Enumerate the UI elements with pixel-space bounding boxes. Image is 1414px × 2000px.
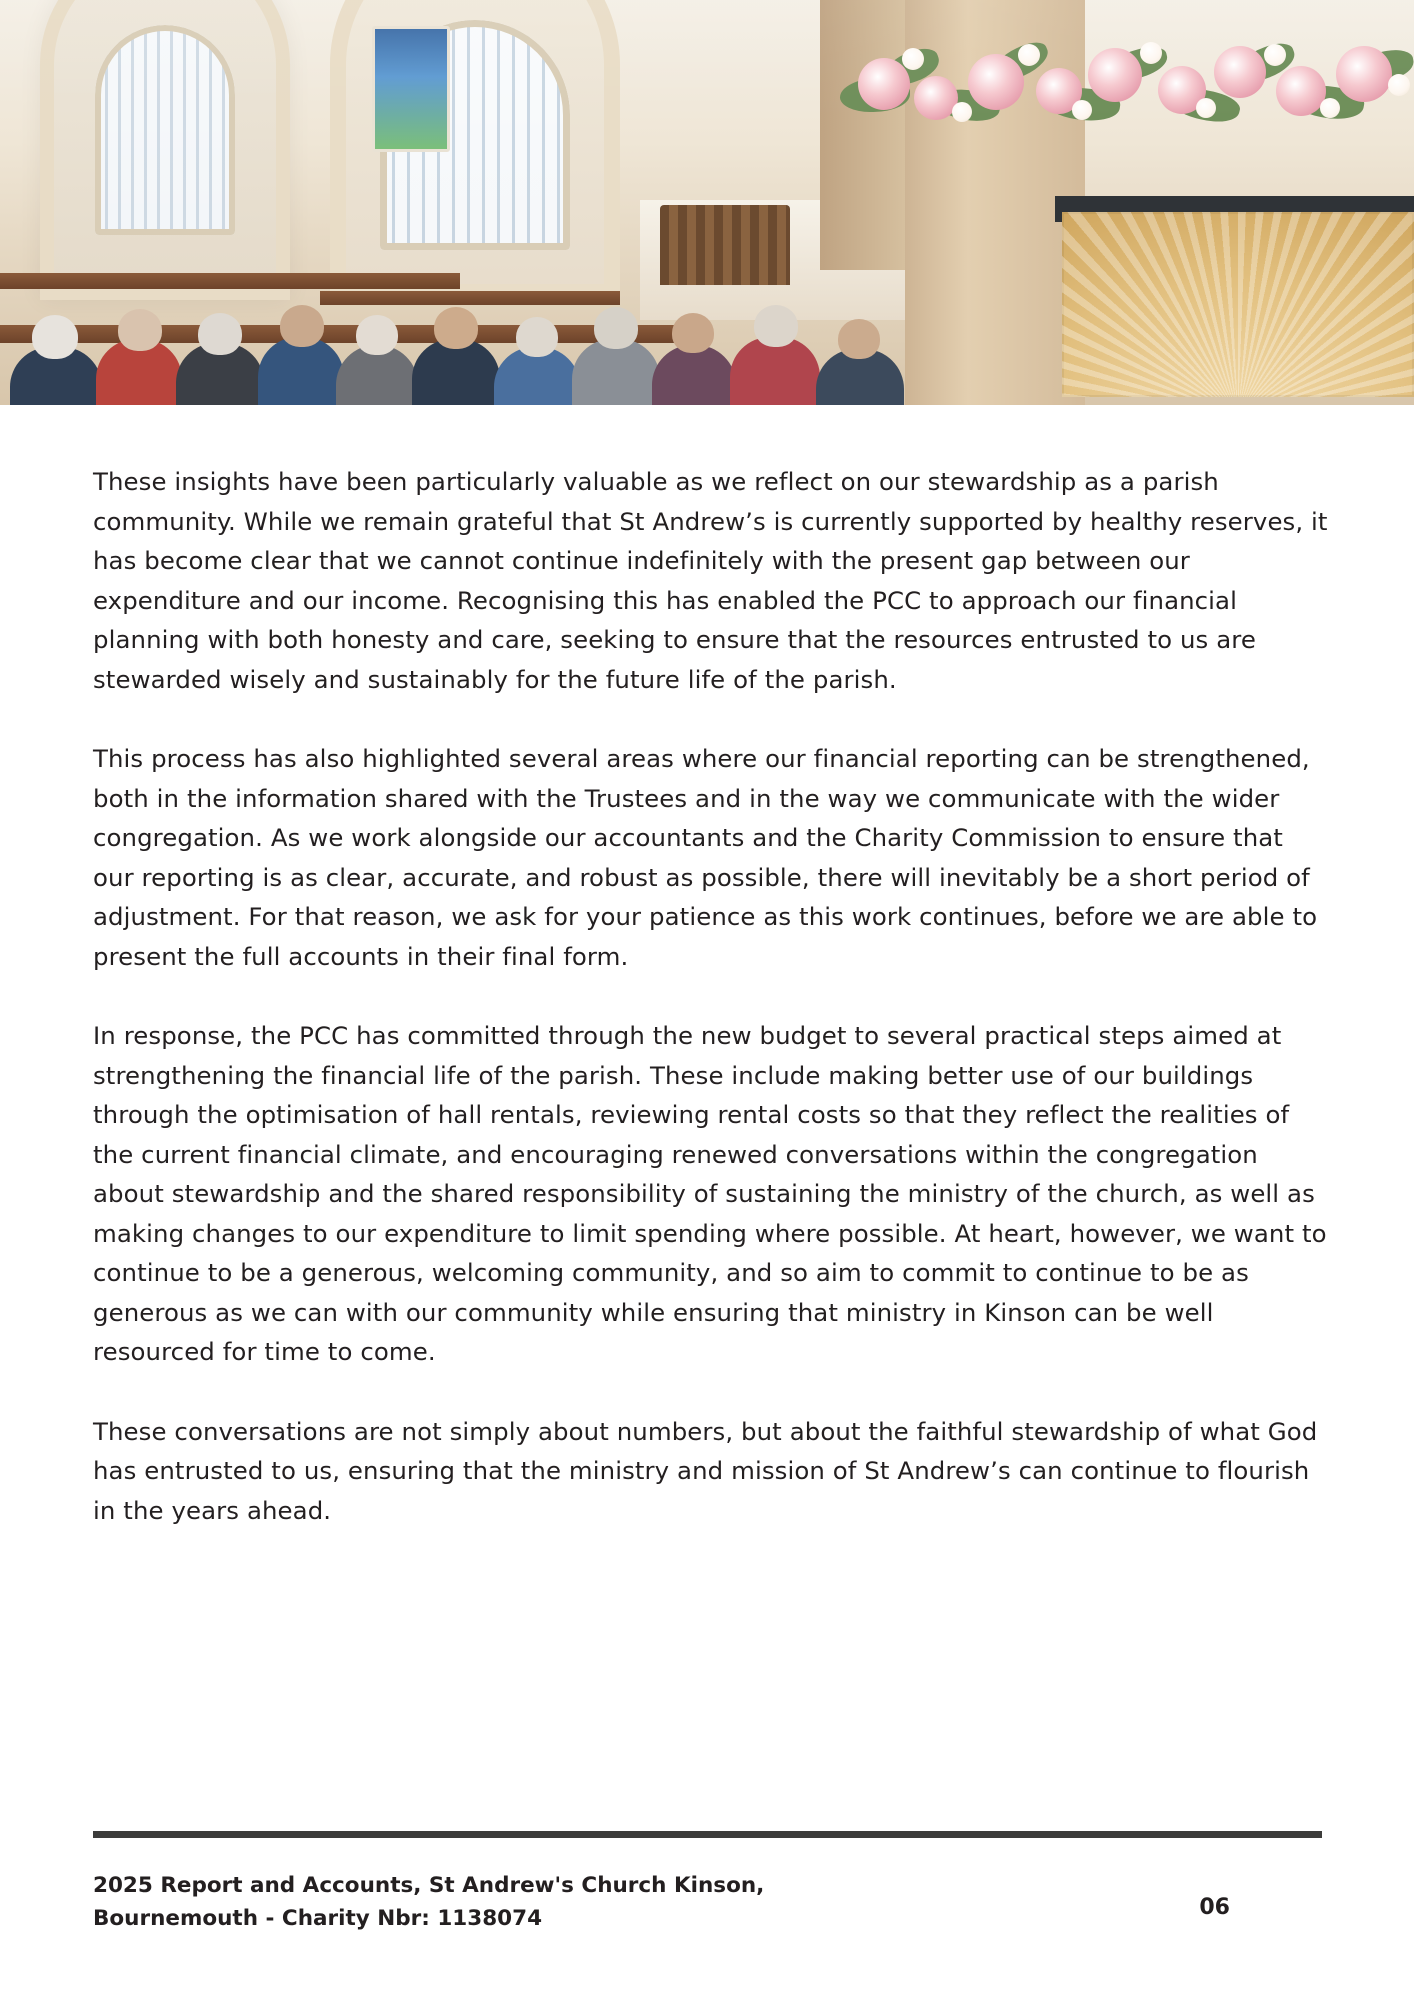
church-interior-congregation-photo — [0, 0, 1414, 405]
body-paragraph-1: These insights have been particularly valuable as we reflect on our stewardship as a parish community. While we remain grateful that St Andrew’s is currently supported by healthy reserves, it has become clear that we cannot continue indefinitely with the present gap between our expenditure and our income. Recognising this has enabled the PCC to approach our financial planning with both honesty and care, seeking to ensure that the resources entrusted to us are stewarded wisely and sustainably for the future life of the parish. — [93, 467, 1328, 694]
footer-divider — [93, 1831, 1322, 1838]
page-footer — [93, 1869, 1322, 1935]
body-paragraph-4: These conversations are not simply about numbers, but about the faithful stewardship of what God has entrusted to us, ensuring that the ministry and mission of St Andrew’s can continue to flourish in the years ahead. — [93, 1416, 1318, 1525]
page-number: 06 — [1199, 1895, 1230, 1920]
body-paragraph-3: In response, the PCC has committed through the new budget to several practical steps aimed at strengthening the financial life of the parish. These include making better use of our buildings through the optimisation of hall rentals, reviewing rental costs so that they reflect the realities of the current financial climate, and encouraging renewed conversations within the congregation about stewardship and the shared responsibility of sustaining the ministry of the church, as well as making changes to our expenditure to limit spending where possible. At heart, however, we want to continue to be a generous, welcoming community, and so aim to commit to continue to be as generous as we can with our community while ensuring that ministry in Kinson can be well resourced for time to come. — [93, 1021, 1327, 1366]
body-paragraph-2: This process has also highlighted several areas where our financial reporting can be strengthened, both in the information shared with the Trustees and in the way we communicate with the wider congregation. As we work alongside our accountants and the Charity Commission to ensure that our reporting is as clear, accurate, and robust as possible, there will inevitably be a short period of adjustment. For that reason, we ask for your patience as this work continues, before we are able to present the full accounts in their final form. — [93, 744, 1318, 971]
footer-caption-line-1: 2025 Report and Accounts, St Andrew's Church Kinson, — [93, 1873, 765, 1898]
congregation-seated-in-pews — [0, 255, 920, 405]
flower-garland — [840, 40, 1414, 160]
altar-frontal-sunburst-pattern — [1062, 212, 1414, 397]
page-body — [93, 462, 1328, 1530]
footer-caption-line-2: Bournemouth - Charity Nbr: 1138074 — [93, 1906, 543, 1931]
footer-caption — [93, 1869, 764, 1935]
wall-banner — [372, 26, 450, 152]
stained-glass-window-left — [95, 25, 235, 235]
